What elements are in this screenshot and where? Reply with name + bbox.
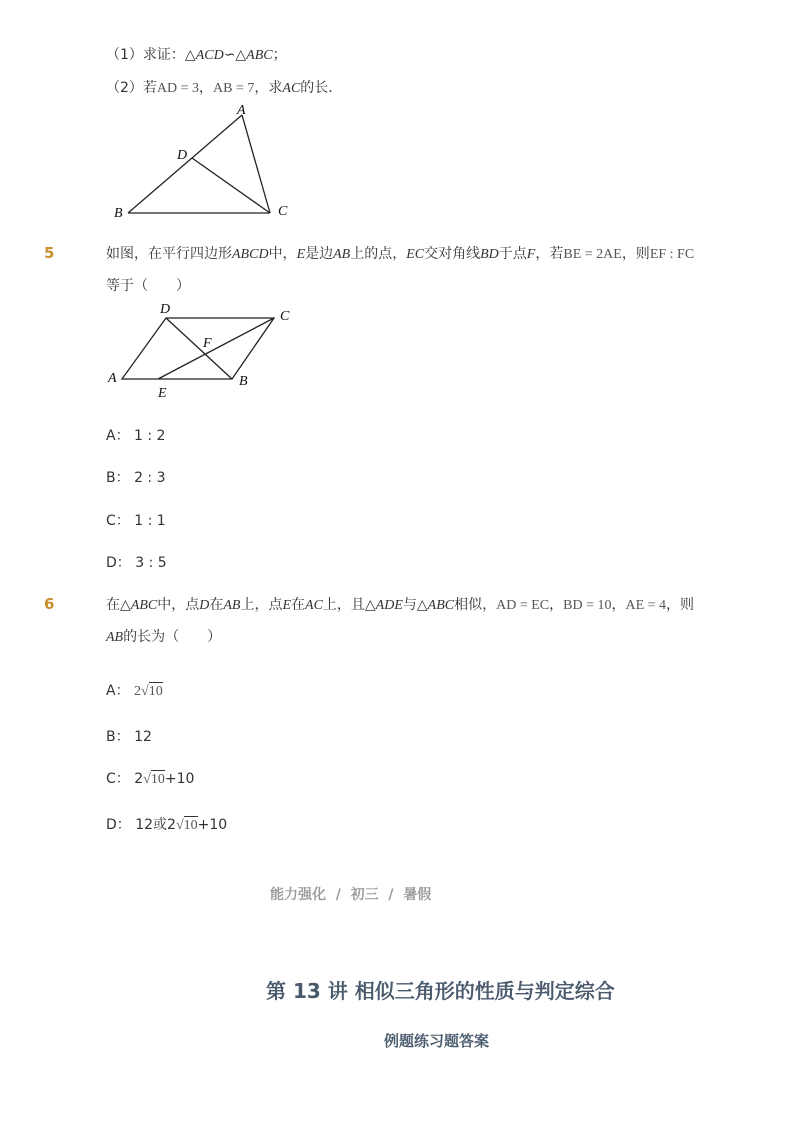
label-d: D (160, 302, 171, 317)
q6-option-b[interactable]: B： 12 (106, 729, 152, 745)
q5-stem-line1: 如图，在平行四边形ABCD中，E是边AB上的点，EC交对角线BD于点F，若BE = 2AE，则EF : FC (106, 246, 695, 262)
q4-part2: （2）若AD = 3，AB = 7，求AC的长． (106, 80, 343, 96)
q5-option-c[interactable]: C： 1 : 1 (106, 513, 166, 529)
q6-option-c[interactable]: C： 2√10+10 (106, 771, 195, 787)
sqrt-symbol: √10 (143, 772, 165, 787)
label-a: A (108, 371, 117, 386)
q6-stem-line1: 在△ABC中，点D在AB上，点E在AC上，且△ADE与△ABC相似，AD = EC，BD = 10，AE = 4，则 (106, 597, 695, 613)
q6-option-d[interactable]: D： 12或2√10+10 (106, 817, 228, 833)
parallelogram-abcd (122, 318, 274, 379)
q5-parallelogram-figure (100, 298, 300, 403)
segment-dc (192, 158, 270, 213)
breadcrumb: 能力强化 / 初三 / 暑假 (270, 887, 432, 903)
q5-option-d[interactable]: D： 3 : 5 (106, 555, 167, 571)
sqrt-symbol: √10 (141, 684, 163, 699)
q4-triangle-figure (100, 100, 310, 225)
q5-stem-line2: 等于（ ） (106, 278, 190, 294)
section-subtitle: 例题练习题答案 (384, 1032, 490, 1050)
q6-stem-line2: AB的长为（ ） (106, 629, 222, 645)
label-b: B (239, 374, 248, 389)
edge-ba (128, 115, 242, 213)
edge-ac (242, 115, 270, 213)
lecture-title: 第 13 讲 相似三角形的性质与判定综合 (266, 979, 615, 1003)
label-f: F (203, 336, 212, 351)
q5-option-b[interactable]: B： 2 : 3 (106, 470, 166, 486)
question-number-5: 5 (44, 244, 55, 262)
label-c: C (280, 309, 290, 324)
label-c: C (278, 204, 288, 219)
q4-part1: （1）求证：△ACD∽△ABC； (106, 47, 287, 63)
q5-option-a[interactable]: A： 1 : 2 (106, 428, 166, 444)
label-b: B (114, 206, 123, 221)
question-number-6: 6 (44, 595, 55, 613)
sqrt-symbol: √10 (175, 818, 198, 833)
q6-option-a[interactable]: A： 2√10 (106, 683, 163, 699)
label-e: E (158, 386, 167, 401)
label-a: A (237, 103, 246, 118)
label-d: D (177, 148, 188, 163)
